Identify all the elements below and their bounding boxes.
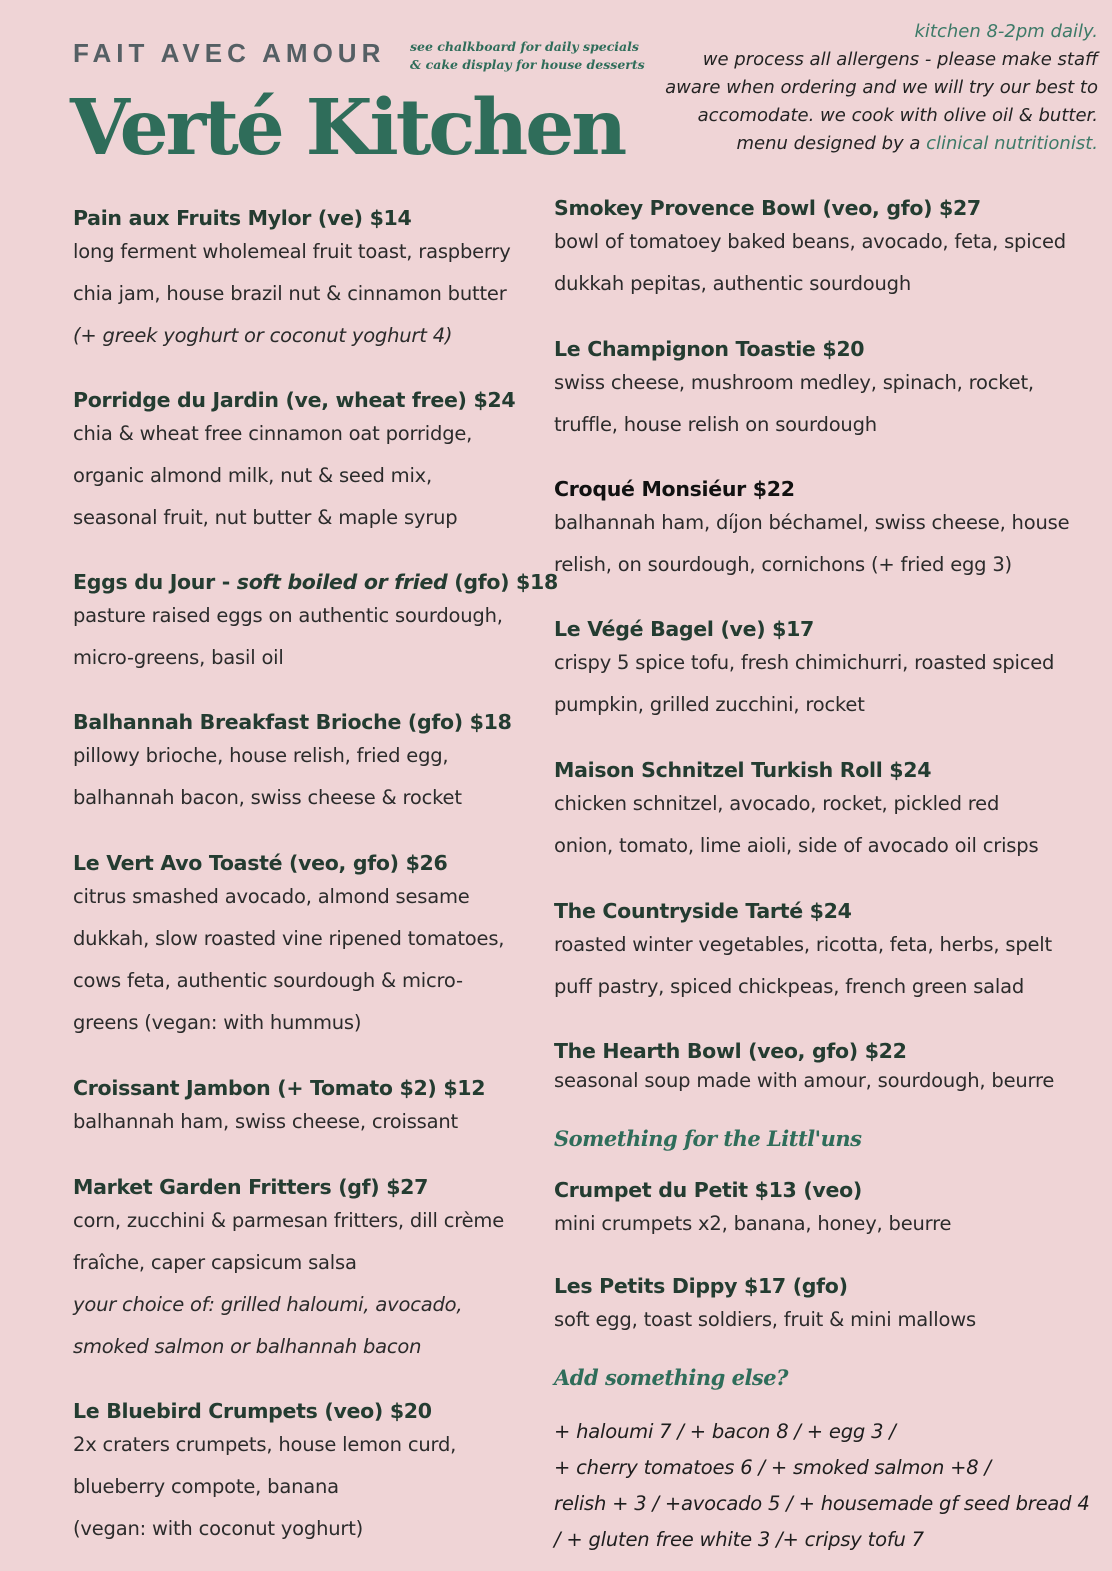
- item-desc-line: swiss cheese, mushroom medley, spinach, rocket,: [554, 371, 1034, 394]
- item-desc-line: relish, on sourdough, cornichons (+ fried egg 3): [554, 553, 1012, 576]
- extras-line: + cherry tomatoes 6 / + smoked salmon +8 /: [554, 1456, 991, 1479]
- item-desc-line: balhannah bacon, swiss cheese & rocket: [73, 786, 462, 809]
- chalkboard-line: see chalkboard for daily specials: [410, 39, 639, 54]
- item-name: Les Petits Dippy $17 (gfo): [554, 1274, 848, 1298]
- menu-item: [554, 898, 1099, 1008]
- item-desc-line: organic almond milk, nut & seed mix,: [73, 464, 433, 487]
- item-desc-line: micro-greens, basil oil: [73, 646, 284, 669]
- info-line: [665, 130, 1098, 158]
- item-desc-line: chicken schnitzel, avocado, rocket, pickled red: [554, 792, 1000, 815]
- item-name-italic: soft boiled or fried: [236, 570, 448, 594]
- chalkboard-note: [410, 38, 645, 74]
- item-name: Maison Schnitzel Turkish Roll $24: [554, 758, 932, 782]
- info-line: kitchen 8-2pm daily.: [914, 21, 1098, 42]
- extras-line: / + gluten free white 3 /+ cripsy tofu 7: [554, 1528, 924, 1551]
- item-name: Balhannah Breakfast Brioche (gfo) $18: [73, 710, 512, 734]
- menu-item: [73, 850, 543, 1044]
- kids-heading: Something for the Littl'uns: [554, 1126, 862, 1151]
- info-prefix: menu designed by a: [736, 133, 927, 154]
- item-desc-line: soft egg, toast soldiers, fruit & mini mallows: [554, 1308, 976, 1331]
- item-name: Porridge du Jardin (ve, wheat free) $24: [73, 388, 516, 412]
- restaurant-title: Verté Kitchen: [70, 83, 625, 173]
- menu-item: [73, 387, 543, 539]
- item-desc-line: blueberry compote, banana: [73, 1475, 339, 1498]
- item-desc-line: corn, zucchini & parmesan fritters, dill crème: [73, 1209, 505, 1232]
- menu-item: [554, 195, 1099, 305]
- extras-heading: Add something else?: [554, 1365, 788, 1390]
- item-option-line: your choice of: grilled haloumi, avocado,: [73, 1293, 463, 1316]
- item-name: The Hearth Bowl (veo, gfo) $22: [554, 1039, 907, 1063]
- item-desc-line: balhannah ham, díjon béchamel, swiss cheese, house: [554, 511, 1070, 534]
- item-desc-line: crispy 5 spice tofu, fresh chimichurri, roasted spiced: [554, 651, 1055, 674]
- menu-item: [554, 1177, 1099, 1245]
- item-name: Smokey Provence Bowl (veo, gfo) $27: [554, 196, 981, 220]
- item-desc-line: pillowy brioche, house relish, fried egg,: [73, 744, 449, 767]
- item-desc-line: roasted winter vegetables, ricotta, feta, herbs, spelt: [554, 933, 1052, 956]
- item-desc-line: seasonal fruit, nut butter & maple syrup: [73, 506, 458, 529]
- info-line: aware when ordering and we will try our best to: [665, 77, 1098, 98]
- item-desc-line: dukkah, slow roasted vine ripened tomatoes,: [73, 927, 505, 950]
- item-desc-line: pumpkin, grilled zucchini, rocket: [554, 693, 865, 716]
- item-desc-line: greens (vegan: with hummus): [73, 1011, 362, 1034]
- item-name: Croissant Jambon (+ Tomato $2) $12: [73, 1076, 486, 1100]
- item-desc-line: citrus smashed avocado, almond sesame: [73, 885, 470, 908]
- extras-line: relish + 3 / +avocado 5 / + housemade gf seed bread 4: [554, 1492, 1090, 1515]
- item-desc-line: cows feta, authentic sourdough & micro-: [73, 969, 463, 992]
- item-desc-line: fraîche, caper capsicum salsa: [73, 1251, 357, 1274]
- item-desc-line: balhannah ham, swiss cheese, croissant: [73, 1110, 458, 1133]
- menu-item: [554, 336, 1099, 446]
- menu-item: [554, 1038, 1099, 1098]
- menu-item: [554, 616, 1099, 726]
- item-option-line: smoked salmon or balhannah bacon: [73, 1335, 422, 1358]
- info-line: we process all allergens - please make staff: [702, 49, 1098, 70]
- tagline: FAIT AVEC AMOUR: [73, 38, 386, 68]
- item-name-suffix: (gfo) $18: [447, 570, 558, 594]
- menu-item: [73, 205, 543, 357]
- item-name: Pain aux Fruits Mylor (ve) $14: [73, 206, 412, 230]
- item-desc-line: 2x craters crumpets, house lemon curd,: [73, 1433, 457, 1456]
- menu-item: [554, 1273, 1099, 1341]
- item-desc-line: mini crumpets x2, banana, honey, beurre: [554, 1212, 952, 1235]
- item-name: Le Champignon Toastie $20: [554, 337, 865, 361]
- menu-item: [73, 709, 543, 819]
- item-desc-line: dukkah pepitas, authentic sourdough: [554, 272, 911, 295]
- menu-item: [73, 1398, 543, 1550]
- item-option-line: (+ greek yoghurt or coconut yoghurt 4): [73, 324, 453, 347]
- item-desc-line: truffle, house relish on sourdough: [554, 413, 877, 436]
- item-name: Le Végé Bagel (ve) $17: [554, 617, 815, 641]
- item-name: Crumpet du Petit $13 (veo): [554, 1178, 862, 1202]
- info-line: accomodate. we cook with olive oil & butter.: [697, 105, 1098, 126]
- item-name: Le Bluebird Crumpets (veo) $20: [73, 1399, 432, 1423]
- nutritionist-note: clinical nutritionist.: [926, 133, 1098, 154]
- item-name: Croqué Monsiéur $22: [554, 477, 795, 501]
- kitchen-info: [665, 18, 1098, 158]
- menu-item: [73, 569, 558, 679]
- item-name: Le Vert Avo Toasté (veo, gfo) $26: [73, 851, 448, 875]
- item-desc-line: chia & wheat free cinnamon oat porridge,: [73, 422, 473, 445]
- extras-line: + haloumi 7 / + bacon 8 / + egg 3 /: [554, 1420, 896, 1443]
- item-desc-line: chia jam, house brazil nut & cinnamon butter: [73, 282, 507, 305]
- item-name: Market Garden Fritters (gf) $27: [73, 1175, 429, 1199]
- item-desc-line: seasonal soup made with amour, sourdough, beurre: [554, 1069, 1055, 1092]
- item-desc-line: pasture raised eggs on authentic sourdough,: [73, 604, 503, 627]
- item-desc-line: puff pastry, spiced chickpeas, french green salad: [554, 975, 1025, 998]
- item-desc-line: long ferment wholemeal fruit toast, raspberry: [73, 240, 511, 263]
- menu-item: [554, 757, 1099, 867]
- item-desc-line: bowl of tomatoey baked beans, avocado, feta, spiced: [554, 230, 1066, 253]
- item-desc-line: onion, tomato, lime aioli, side of avocado oil crisps: [554, 834, 1039, 857]
- item-name: [73, 569, 558, 595]
- item-desc-line: (vegan: with coconut yoghurt): [73, 1517, 364, 1540]
- menu-item: [73, 1075, 543, 1143]
- menu-item: [554, 476, 1099, 586]
- item-name-prefix: Eggs du Jour -: [73, 570, 237, 594]
- item-name: The Countryside Tarté $24: [554, 899, 852, 923]
- chalkboard-line: & cake display for house desserts: [410, 57, 645, 72]
- menu-item: [73, 1174, 543, 1368]
